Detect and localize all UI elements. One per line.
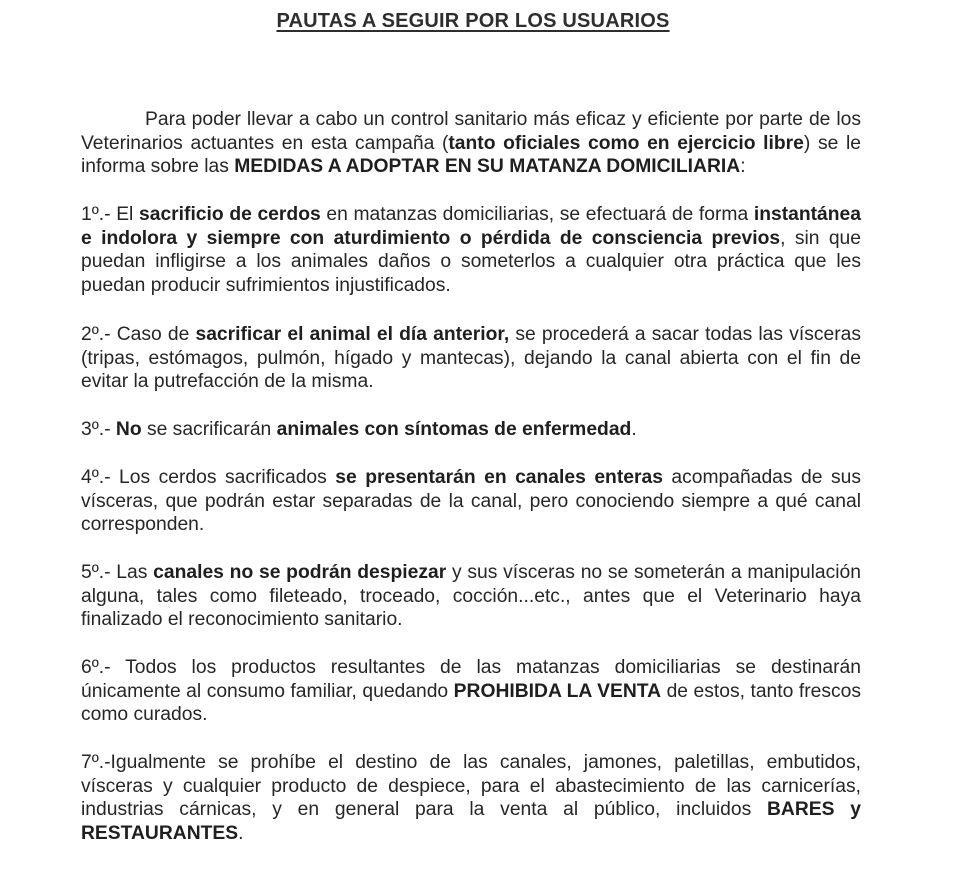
rule-7-text-1: Igualmente se prohíbe el destino de las canales, jamones, paletillas, embutidos, vísceras y cualquier producto de despiece, para el abastecimiento de las carnicerías, industrias cárnicas, y en general para la venta al público, incluidos <box>81 752 861 820</box>
rule-5-paragraph <box>81 561 861 632</box>
rule-7-paragraph <box>81 751 861 845</box>
rule-7-bold-1: BARES y RESTAURANTES <box>81 799 862 844</box>
intro-text-2: ) se le informa sobre las <box>81 132 861 177</box>
rule-5-number: 5º.- <box>81 562 111 583</box>
rule-4-bold-1: se presentarán en canales enteras <box>335 467 663 488</box>
intro-bold-2: MEDIDAS A ADOPTAR EN SU MATANZA DOMICILIARIA <box>234 156 741 177</box>
rule-7-number: 7º.- <box>81 752 111 773</box>
rule-3-bold-1: No <box>115 419 142 440</box>
rule-3-bold-2: animales con síntomas de enfermedad <box>276 419 632 440</box>
rule-4-text-1: Los cerdos sacrificados <box>110 467 336 488</box>
intro-paragraph <box>81 108 861 179</box>
intro-text-3: : <box>740 156 746 177</box>
intro-text-1: Para poder llevar a cabo un control sanitario más eficaz y eficiente por parte de los Veterinarios actuantes en esta campaña ( <box>81 109 861 154</box>
rule-6-number: 6º.- <box>81 657 111 678</box>
rule-1-text-3: , sin que puedan infligirse a los animales daños o someterlos a cualquier otra práctica que les puedan producir sufrimientos injustificados. <box>81 227 862 296</box>
rule-6-text-2: de estos, tanto frescos como curados. <box>81 680 861 725</box>
rule-2-text-2: se procederá a sacar todas las vísceras (tripas, estómagos, pulmón, hígado y mantecas), dejando la canal abierta con el fin de evitar la putrefacción de la misma. <box>81 324 861 392</box>
rule-2-bold-1: sacrificar el animal el día anterior, <box>195 324 510 345</box>
document-title: PAUTAS A SEGUIR POR LOS USUARIOS <box>276 10 670 32</box>
rule-4-number: 4º.- <box>81 467 111 488</box>
rule-5-text-2: y sus vísceras no se someterán a manipulación alguna, tales como fileteado, troceado, cocción...etc., antes que el Veterinario haya finalizado el reconocimiento sanitario. <box>81 562 861 630</box>
rule-7-text-2: . <box>238 822 244 844</box>
rule-2-number: 2º.- <box>81 324 111 345</box>
rule-1-text-2: en matanzas domiciliarias, se efectuará de forma <box>320 204 754 225</box>
rule-1-bold-1: sacrificio de cerdos <box>139 204 321 225</box>
rule-3-text-3: . <box>631 419 637 440</box>
rule-1-paragraph <box>81 203 861 297</box>
rule-5-text-1: Las <box>110 562 154 583</box>
rule-5-bold-1: canales no se podrán despiezar <box>153 562 447 583</box>
rule-2-text-1: Caso de <box>110 324 196 345</box>
rule-3-paragraph <box>81 418 861 442</box>
rule-6-text-1: Todos los productos resultantes de las matanzas domiciliarias se destinarán únicamente al consumo familiar, quedando <box>81 657 861 702</box>
intro-bold-1: tanto oficiales como en ejercicio libre <box>448 132 804 154</box>
rule-6-bold-1: PROHIBIDA LA VENTA <box>453 680 662 702</box>
rule-1-bold-2: instantánea e indolora y siempre con aturdimiento o pérdida de consciencia previos <box>81 204 861 249</box>
rule-1-number: 1º.- <box>81 204 111 225</box>
rule-1-text-1: El <box>110 204 139 225</box>
rule-3-text-2: se sacrificarán <box>141 419 277 440</box>
rule-4-paragraph <box>81 466 861 537</box>
rule-3-number: 3º.- <box>81 419 111 440</box>
rule-4-text-2: acompañadas de sus vísceras, que podrán estar separadas de la canal, pero conociendo siempre a qué canal corresponden. <box>81 467 861 535</box>
rule-6-paragraph <box>81 656 861 727</box>
rule-2-paragraph <box>81 323 861 394</box>
